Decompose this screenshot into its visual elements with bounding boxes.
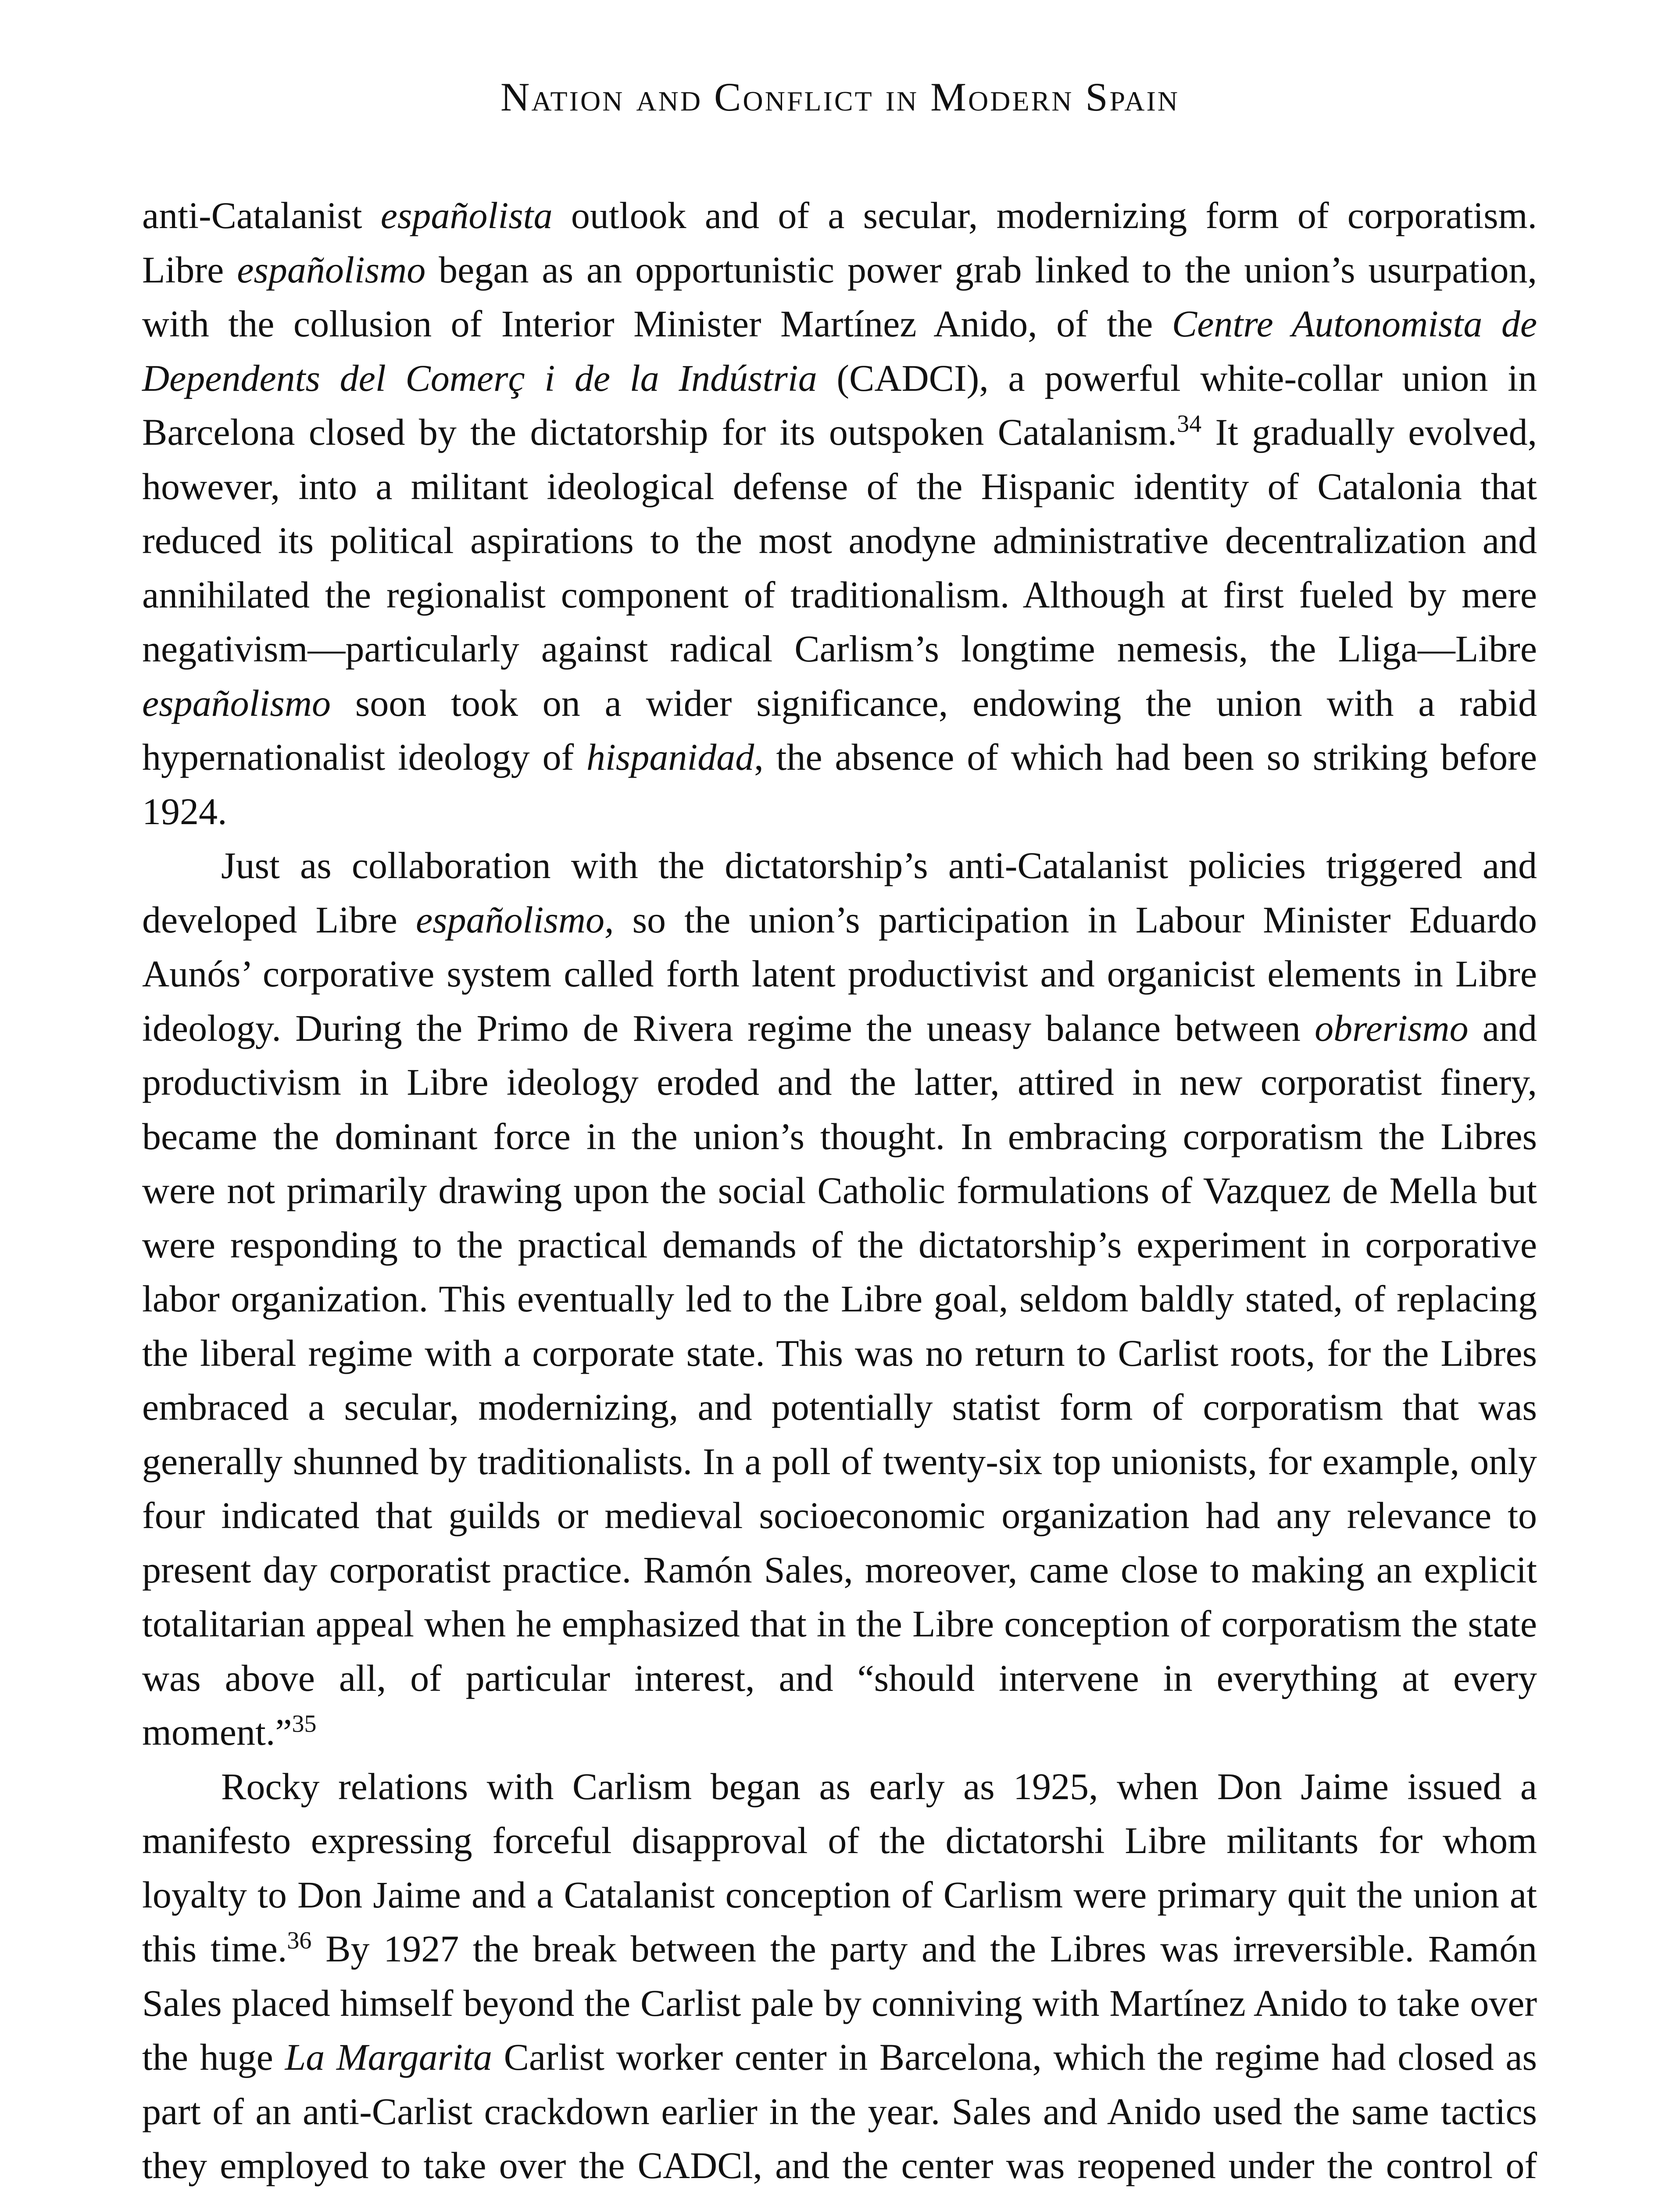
paragraph-text: Just as collaboration with the dictatorship’s anti-Catalanist policies triggered and developed Libre bbox=[142, 844, 1537, 941]
paragraph-text: soon took on a wider significance, endowing the union with a rabid hypernationalist ideology of bbox=[142, 682, 1537, 778]
italic-term: españolismo bbox=[237, 248, 426, 291]
paragraph-text: It gradually evolved, however, into a militant ideological defense of the Hispanic identity of Catalonia that reduced its political aspirations to the most anodyne administrative decentralization and annihilated the regionalist component of traditionalism. Although at first fueled by mere negativism—particularly against radical Carlism’s longtime nemesis, the Lliga—Libre bbox=[142, 411, 1537, 670]
italic-term: españolismo bbox=[142, 682, 331, 724]
paragraph-text: so the union’s participation in Labour Minister Eduardo Aunós’ corporative system called forth latent productivist and organicist elements in Libre ideology. During the Primo de Rivera regime the uneasy balance between bbox=[142, 898, 1537, 1049]
paragraph-text: outlook and of a secular, modernizing form of corporatism. Libre bbox=[142, 194, 1537, 291]
paragraph-text: anti-Catalanist bbox=[142, 194, 381, 236]
paragraph-3 bbox=[142, 1760, 1537, 2193]
paragraph-text: and productivism in Libre ideology eroded and the latter, attired in new corporatist finery, became the dominant force in the union’s thought. In embracing corporatism the Libres were not primarily drawing upon the social Catholic formulations of Vazquez de Mella but were responding to the practical demands of the dictatorship’s experiment in corporative labor organization. This eventually led to the Libre goal, seldom baldly stated, of replacing the liberal regime with a corporate state. This was no return to Carlist roots, for the Libres embraced a secular, modernizing, and potentially statist form of corporatism that was generally shunned by traditionalists. In a poll of twenty-six top unionists, for example, only four indicated that guilds or medieval socioeconomic organization had any relevance to present day corporatist practice. Ramón Sales, moreover, came close to making an explicit totalitarian appeal when he emphasized that in the Libre conception of corporatism the state was above all, of particular interest, and “should intervene in everything at every moment.” bbox=[142, 1007, 1537, 1753]
paragraph-text: Rocky relations with Carlism began as early as 1925, when Don Jaime issued a manifesto expressing forceful disapproval of the dictatorshi Libre militants for whom loyalty to Don Jaime and a Catalanist conception of Carlism were primary quit the union at this time. bbox=[142, 1765, 1537, 1970]
paragraph-text: Carlist worker center in Barcelona, which the regime had closed as part of an anti-Carlist crackdown earlier in the year. Sales and Anido used the same tactics they employed to take over the CADCl, and the center was reopened under the control of bbox=[142, 2036, 1537, 2186]
paragraph-text: , the absence of which had been so striking before 1924. bbox=[142, 736, 1537, 832]
paragraph-text: began as an opportunistic power grab linked to the union’s usurpation, with the collusion of Interior Minister Martínez Anido, of the bbox=[142, 248, 1537, 345]
footnote-ref-34: 34 bbox=[1177, 410, 1202, 438]
paragraph-text: By 1927 the break between the party and the Libres was irreversible. Ramón Sales placed himself beyond the Carlist pale by conniving with Martínez Anido to take over the huge bbox=[142, 1928, 1537, 2078]
italic-term: hispanidad bbox=[586, 736, 754, 778]
paragraph-2 bbox=[142, 839, 1537, 1760]
body-text bbox=[142, 189, 1537, 2193]
paragraph-1 bbox=[142, 189, 1537, 839]
footnote-ref-36: 36 bbox=[287, 1927, 312, 1954]
paragraph-text: (CADCI), a powerful white-collar union in Barcelona closed by the dictatorship for its outspoken Catalanism. bbox=[142, 357, 1537, 453]
italic-term: La Margarita bbox=[285, 2036, 493, 2078]
italic-term: españolismo, bbox=[415, 898, 614, 941]
footnote-ref-35: 35 bbox=[292, 1710, 317, 1738]
italic-term: españolista bbox=[380, 194, 553, 236]
running-header: Nation and Conflict in Modern Spain bbox=[500, 75, 1180, 119]
italic-term: Centre Autonomista de Dependents del Comerç i de la Indústria bbox=[142, 303, 1537, 399]
italic-term: obrerismo bbox=[1315, 1007, 1469, 1049]
